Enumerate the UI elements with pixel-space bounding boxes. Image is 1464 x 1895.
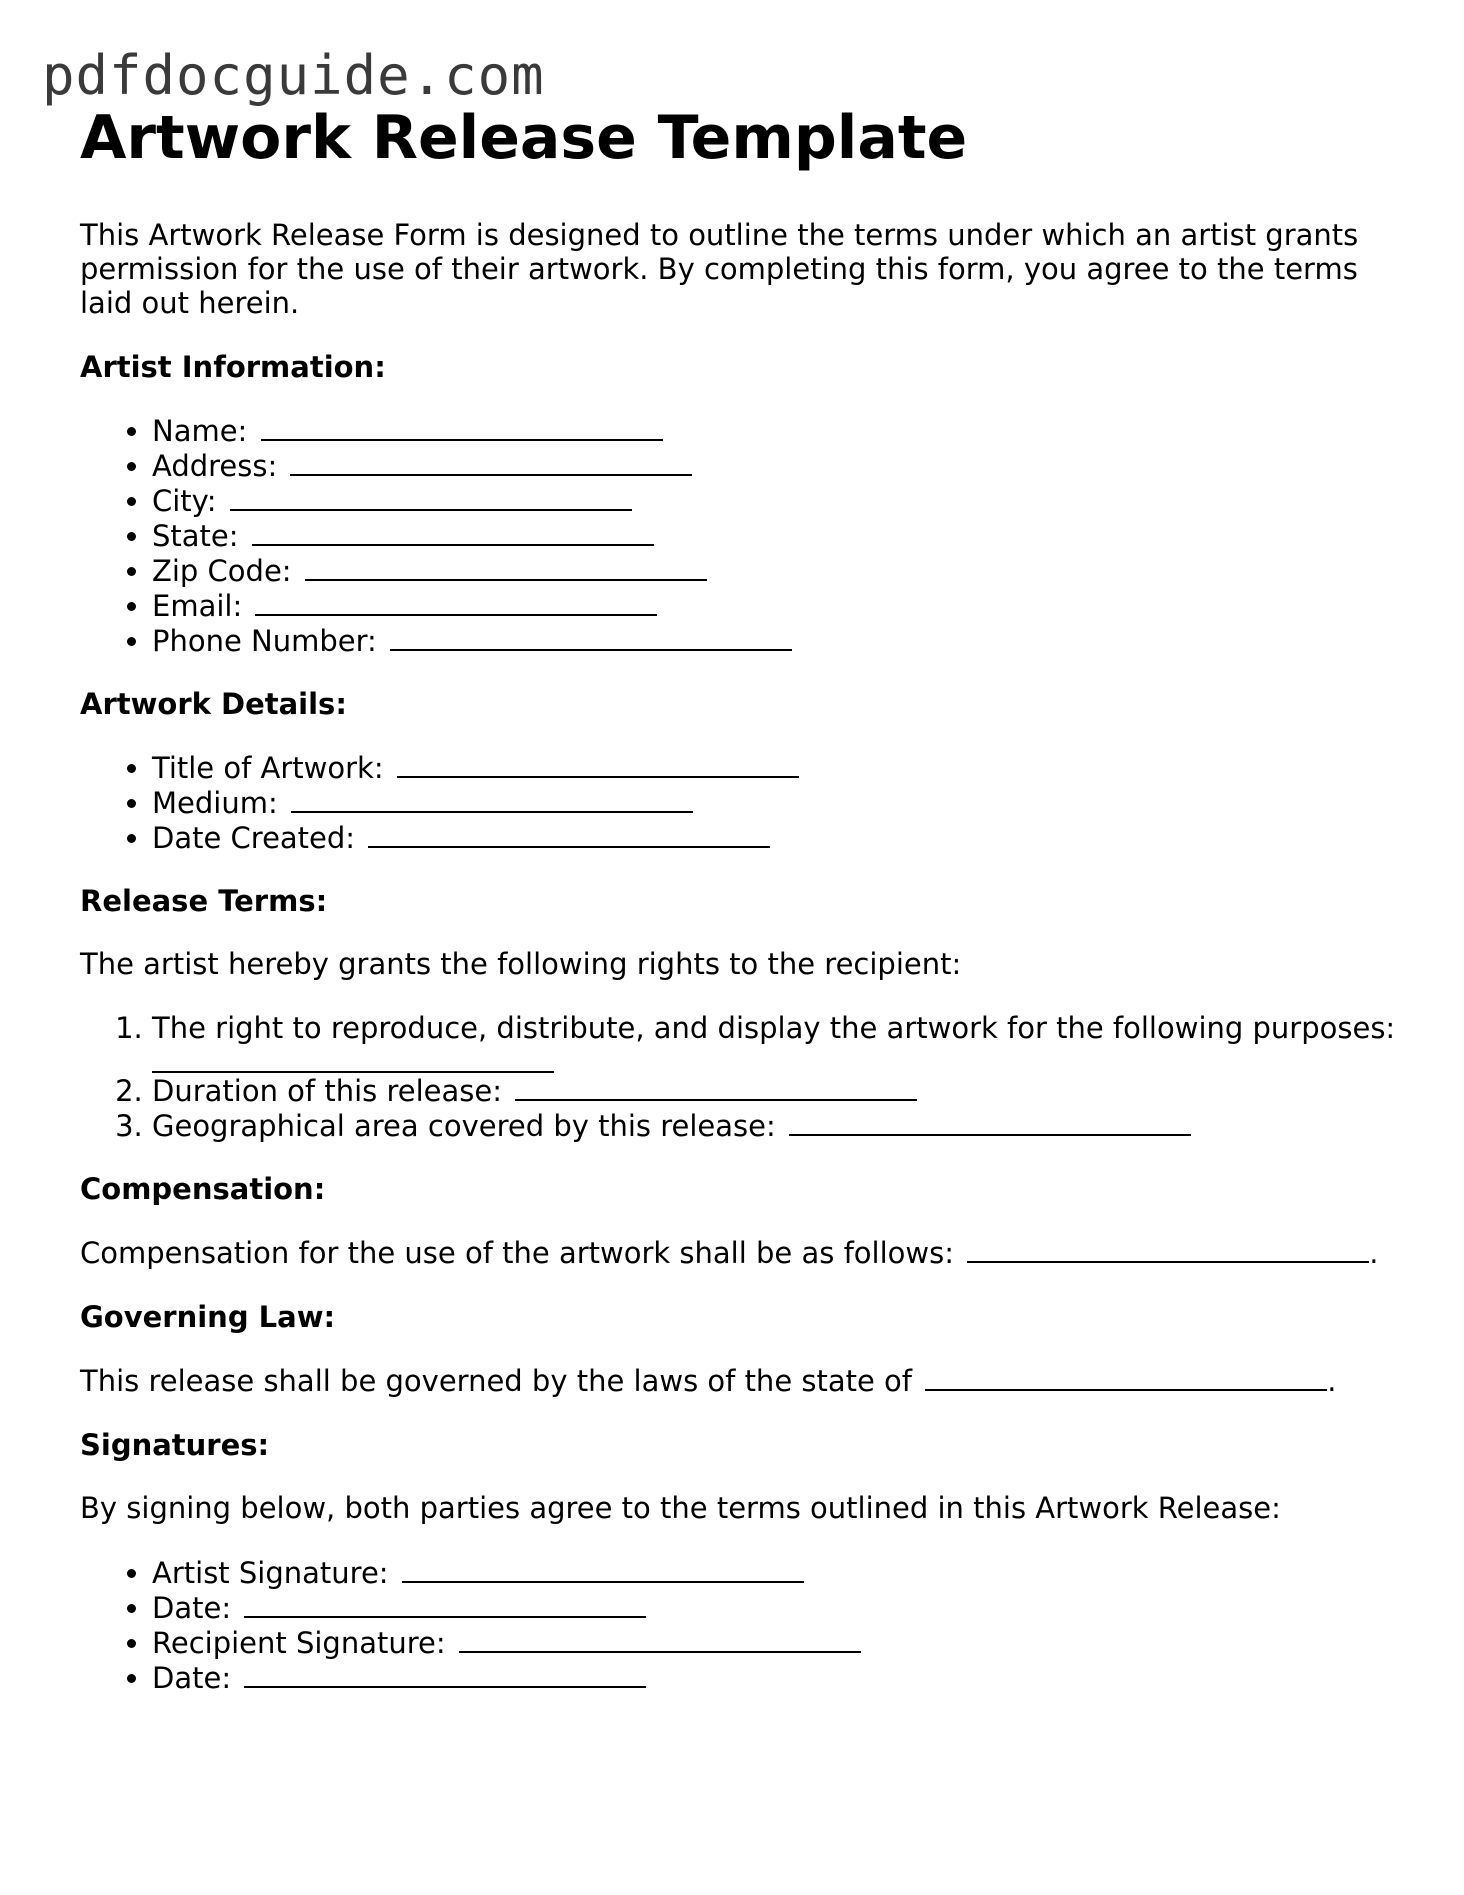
list-item: [152, 750, 1400, 785]
list-item: [152, 1625, 1400, 1660]
governing-law-heading: Governing Law:: [80, 1300, 336, 1334]
title-of-artwork-label: Title of Artwork:: [152, 751, 384, 785]
title-of-artwork-field[interactable]: [397, 750, 799, 778]
list-item: [152, 518, 1400, 553]
duration-label: Duration of this release:: [152, 1074, 502, 1108]
state-label: State:: [152, 519, 239, 553]
artist-signature-label: Artist Signature:: [152, 1556, 389, 1590]
governing-state-field[interactable]: [925, 1363, 1327, 1391]
artist-signature-field[interactable]: [402, 1555, 804, 1583]
artist-date-field[interactable]: [244, 1590, 646, 1618]
medium-label: Medium:: [152, 786, 278, 820]
compensation-period: .: [1369, 1236, 1379, 1270]
list-item: [152, 1555, 1400, 1590]
phone-number-label: Phone Number:: [152, 624, 377, 658]
state-field[interactable]: [252, 518, 654, 546]
signatures-list: [80, 1555, 1400, 1695]
release-terms-heading: Release Terms:: [80, 884, 328, 918]
email-field[interactable]: [255, 588, 657, 616]
compensation-text: Compensation for the use of the artwork shall be as follows:: [80, 1236, 954, 1270]
city-field[interactable]: [230, 483, 632, 511]
geographical-area-field[interactable]: [789, 1108, 1191, 1136]
page-title: Artwork Release Template: [80, 103, 968, 173]
address-label: Address:: [152, 449, 278, 483]
document-page: [80, 100, 1400, 1724]
date-created-label: Date Created:: [152, 821, 356, 855]
list-item: [152, 588, 1400, 623]
purposes-field[interactable]: [152, 1045, 554, 1073]
list-item: [152, 1011, 1400, 1073]
intro-paragraph: This Artwork Release Form is designed to outline the terms under which an artist grants permission for the use of their artwork. By completing this form, you agree to the terms laid out herein.: [80, 218, 1359, 320]
recipient-signature-label: Recipient Signature:: [152, 1626, 446, 1660]
list-item: [152, 785, 1400, 820]
list-item: [152, 820, 1400, 855]
release-terms-intro: The artist hereby grants the following rights to the recipient:: [80, 947, 962, 981]
email-label: Email:: [152, 589, 243, 623]
recipient-date-label: Date:: [152, 1661, 232, 1695]
governing-law-paragraph: [80, 1363, 1400, 1398]
recipient-date-field[interactable]: [244, 1660, 646, 1688]
artist-info-heading: Artist Information:: [80, 350, 386, 384]
signatures-intro: By signing below, both parties agree to the terms outlined in this Artwork Release:: [80, 1491, 1281, 1525]
name-field[interactable]: [261, 413, 663, 441]
list-item: [152, 1073, 1400, 1108]
zip-code-label: Zip Code:: [152, 554, 292, 588]
list-item: [152, 1590, 1400, 1625]
artwork-details-list: [80, 750, 1400, 855]
list-item: [152, 483, 1400, 518]
governing-law-text: This release shall be governed by the laws of the state of: [80, 1364, 913, 1398]
compensation-field[interactable]: [967, 1235, 1369, 1263]
signatures-heading: Signatures:: [80, 1428, 270, 1462]
list-item: [152, 448, 1400, 483]
release-terms-list: [80, 1011, 1400, 1143]
list-item: [152, 1108, 1400, 1143]
address-field[interactable]: [290, 448, 692, 476]
medium-field[interactable]: [291, 785, 693, 813]
list-item: [152, 413, 1400, 448]
artist-date-label: Date:: [152, 1591, 232, 1625]
phone-number-field[interactable]: [390, 623, 792, 651]
list-item: [152, 1660, 1400, 1695]
artwork-details-heading: Artwork Details:: [80, 687, 347, 721]
duration-field[interactable]: [515, 1073, 917, 1101]
city-label: City:: [152, 484, 217, 518]
compensation-heading: Compensation:: [80, 1172, 326, 1206]
date-created-field[interactable]: [368, 820, 770, 848]
purposes-label: The right to reproduce, distribute, and display the artwork for the following purposes:: [152, 1011, 1396, 1045]
watermark: pdfdocguide.com: [42, 44, 545, 107]
list-item: [152, 623, 1400, 658]
recipient-signature-field[interactable]: [459, 1625, 861, 1653]
name-label: Name:: [152, 414, 248, 448]
artist-info-list: [80, 413, 1400, 658]
governing-law-period: .: [1327, 1364, 1337, 1398]
geographical-area-label: Geographical area covered by this release:: [152, 1109, 776, 1143]
compensation-paragraph: [80, 1235, 1400, 1270]
list-item: [152, 553, 1400, 588]
zip-code-field[interactable]: [305, 553, 707, 581]
